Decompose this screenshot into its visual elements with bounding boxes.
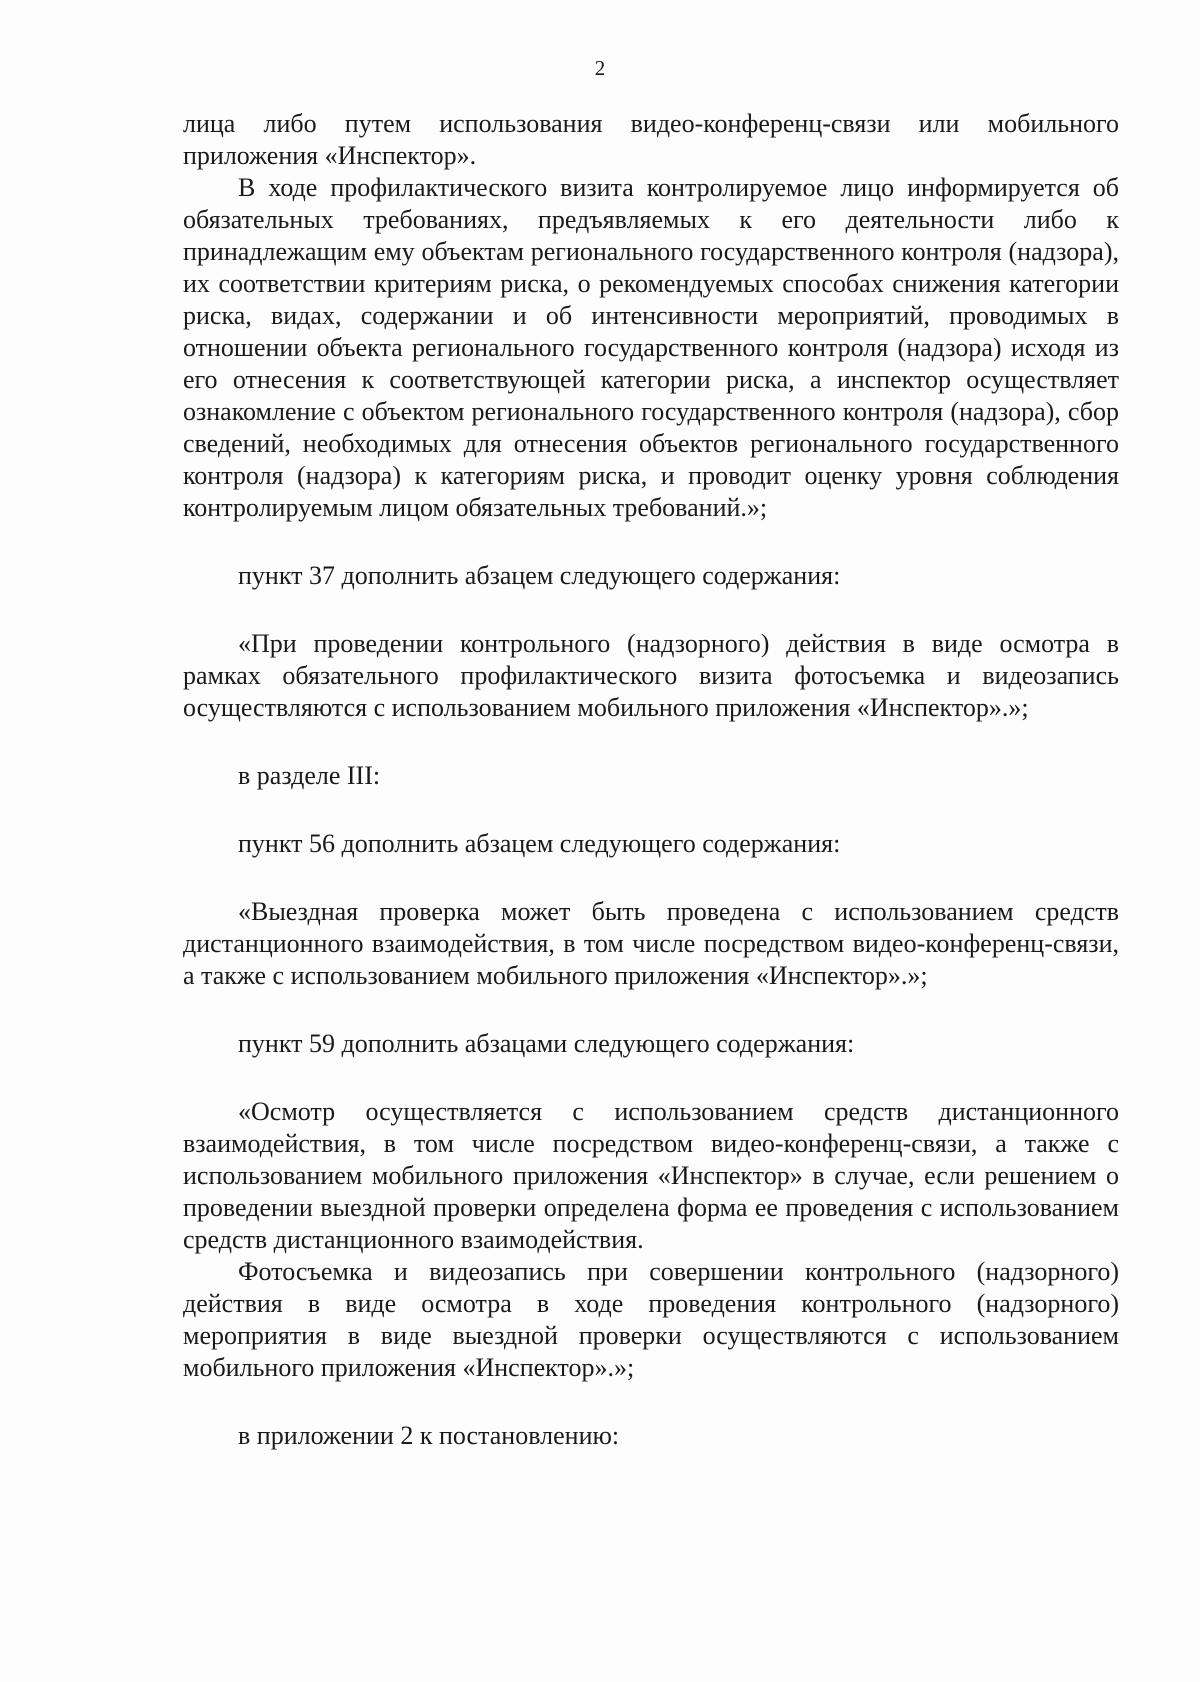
paragraph-appendix-2: в приложении 2 к постановлению: xyxy=(238,1421,620,1450)
paragraph-quote-field-check: «Выездная проверка может быть проведена с использованием средств дистанционного взаимодействия, в том числе посредством видео-конференц-связи, а также с использованием мобильного приложения «Инспектор».»; xyxy=(183,897,1119,990)
paragraph-item-59: пункт 59 дополнить абзацами следующего содержания: xyxy=(238,1029,855,1058)
paragraph-quote-inspection: «При проведении контрольного (надзорного) действия в виде осмотра в рамках обязательного профилактического визита фотосъемка и видеозапись осуществляются с использованием мобильного приложения «Инспектор».»; xyxy=(183,629,1119,722)
paragraph-section-iii: в разделе III: xyxy=(238,761,381,790)
paragraph-visit-info: В ходе профилактического визита контролируемое лицо информируется об обязательных требованиях, предъявляемых к его деятельности либо к принадлежащим ему объектам регионального государственного контроля (надзора), их соответствии критериям риска, о рекомендуемых способах снижения категории риска, видах, содержании и об интенсивности мероприятий, проводимых в отношении объекта регионального государственного контроля (надзора) исходя из его отнесения к соответствующей категории риска, а инспектор осуществляет ознакомление с объектом регионального государственного контроля (надзора), сбор сведений, необходимых для отнесения объектов регионального государственного контроля (надзора) к категориям риска, и проводит оценку уровня соблюдения контролируемым лицом обязательных требований.»; xyxy=(183,173,1119,522)
paragraph-continuation: лица либо путем использования видео-конференц-связи или мобильного приложения «Инспектор». xyxy=(183,109,1119,170)
document-body xyxy=(183,108,1119,1452)
paragraph-photo-video: Фотосъемка и видеозапись при совершении контрольного (надзорного) действия в виде осмотра в ходе проведения контрольного (надзорного) мероприятия в виде выездной проверки осуществляются с использованием мобильного приложения «Инспектор».»; xyxy=(183,1257,1119,1382)
paragraph-item-37: пункт 37 дополнить абзацем следующего содержания: xyxy=(238,561,841,590)
paragraph-item-56: пункт 56 дополнить абзацем следующего содержания: xyxy=(238,829,841,858)
paragraph-quote-inspection-remote: «Осмотр осуществляется с использованием средств дистанционного взаимодействия, в том числе посредством видео-конференц-связи, а также с использованием мобильного приложения «Инспектор» в случае, если решением о проведении выездной проверки определена форма ее проведения с использованием средств дистанционного взаимодействия. xyxy=(183,1097,1119,1254)
page-number: 2 xyxy=(594,56,606,80)
